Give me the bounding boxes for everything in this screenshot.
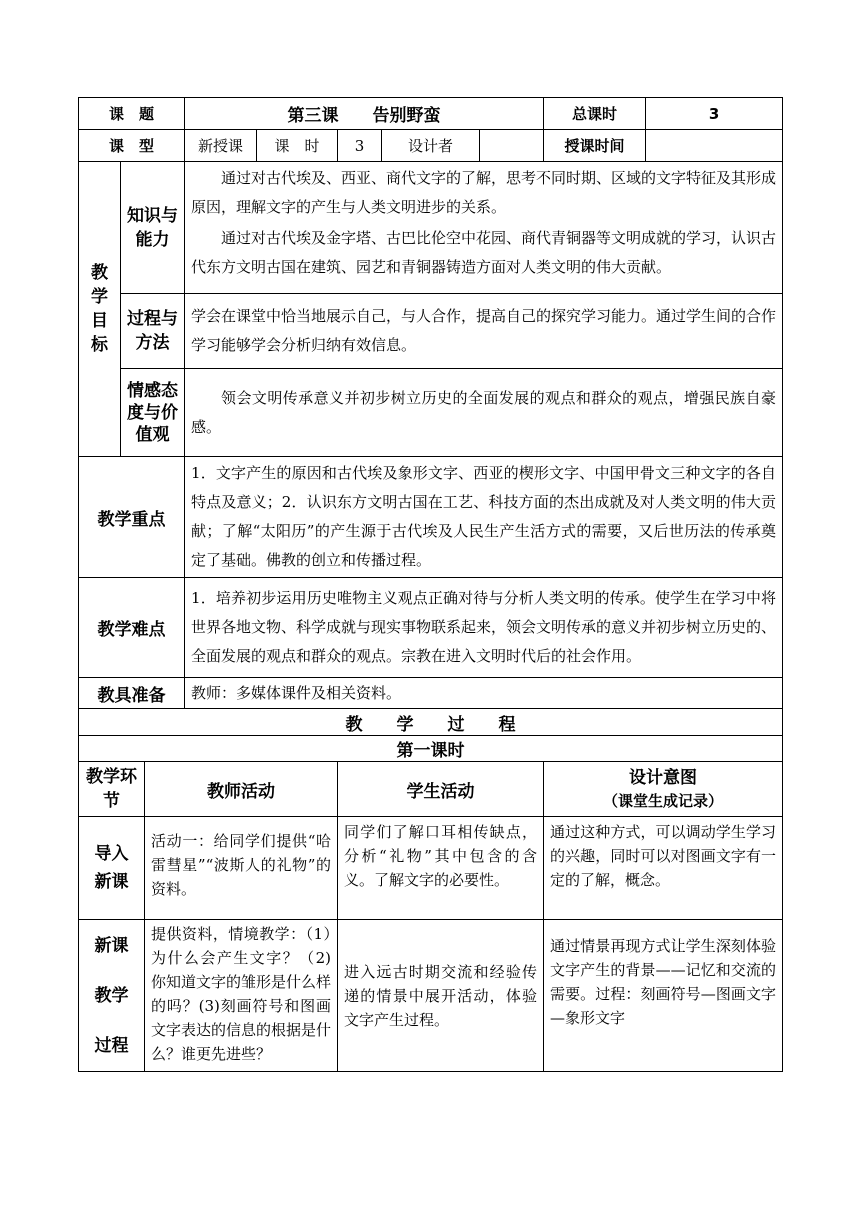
- tools-label: 教具准备: [79, 678, 185, 709]
- stage-new-lesson: 新课教学过程: [79, 920, 145, 1072]
- emotion-text: 领会文明传承意义并初步树立历史的全面发展的观点和群众的观点，增强民族自豪感。: [185, 369, 783, 457]
- table-row: [79, 920, 783, 1072]
- total-hours-value: 3: [646, 98, 783, 130]
- type-row: [79, 130, 783, 162]
- lesson-title: 第一课时: [79, 736, 783, 762]
- teacher-intro: 活动一：给同学们提供“哈雷彗星”“波斯人的礼物”的资料。: [145, 817, 338, 920]
- period-value: 3: [338, 130, 382, 162]
- time-value: [646, 130, 783, 162]
- stage-intro: 导入新课: [79, 817, 145, 920]
- topic-value: 第三课 告别野蛮: [185, 98, 544, 130]
- time-label: 授课时间: [544, 130, 646, 162]
- header-intent: 设计意图: [629, 768, 698, 788]
- knowledge-text-2: 通过对古代埃及金字塔、古巴比伦空中花园、商代青铜器等文明成就的学习，认识古代东方文明古国在建筑、园艺和青铜器铸造方面对人类文明的伟大贡献。: [191, 229, 777, 276]
- intent-new-lesson: 通过情景再现方式让学生深刻体验文字产生的背景——记忆和交流的需要。过程：刻画符号—图画文字—象形文字: [544, 920, 783, 1072]
- header-teacher: 教师活动: [145, 762, 338, 817]
- header-student: 学生活动: [338, 762, 544, 817]
- key-points-text: 1．文字产生的原因和古代埃及象形文字、西亚的楔形文字、中国甲骨文三种文字的各自特点及意义；2．认识东方文明古国在工艺、科技方面的杰出成就及对人类文明的伟大贡献；了解“太阳历”的产生源于古代埃及人民生产生活方式的需要，又后世历法的传承奠定了基础。佛教的创立和传播过程。: [185, 457, 783, 578]
- teacher-new-lesson: 提供资料，情境教学：（1）为什么会产生文字？（2)你知道文字的雏形是什么样的吗？(3)刻画符号和图画文字表达的信息的根据是什么？谁更先进些？: [145, 920, 338, 1072]
- emotion-label: 情感态度与价值观: [121, 369, 185, 457]
- knowledge-label: 知识与能力: [121, 162, 185, 294]
- designer-value: [480, 130, 544, 162]
- process-label: 过程与方法: [121, 294, 185, 369]
- objectives-label: 教学目标: [79, 162, 121, 457]
- topic-row: [79, 98, 783, 130]
- lesson-plan: [78, 97, 782, 1072]
- lesson-plan-table: [78, 97, 783, 1072]
- tools-row: [79, 678, 783, 709]
- table-row: [79, 817, 783, 920]
- intent-intro: 通过这种方式，可以调动学生学习的兴趣，同时可以对图画文字有一定的了解，概念。: [544, 817, 783, 920]
- key-points-row: [79, 457, 783, 578]
- difficulties-text: 1．培养初步运用历史唯物主义观点正确对待与分析人类文明的传承。使学生在学习中将世界各地文物、科学成就与现实事物联系起来，领会文明传承的意义并初步树立历史的、全面发展的观点和群众的观点。宗教在进入文明时代后的社会作用。: [185, 578, 783, 678]
- process-text: 学会在课堂中恰当地展示自己，与人合作，提高自己的探究学习能力。通过学生间的合作学习能够学会分析归纳有效信息。: [185, 294, 783, 369]
- student-intro: 同学们了解口耳相传缺点，分析“礼物”其中包含的含义。了解文字的必要性。: [338, 817, 544, 920]
- total-hours-label: 总课时: [544, 98, 646, 130]
- objectives-emotion-row: [79, 369, 783, 457]
- tools-text: 教师：多媒体课件及相关资料。: [185, 678, 783, 709]
- process-title-row: [79, 709, 783, 736]
- process-header-row: [79, 762, 783, 817]
- lesson-title-row: [79, 736, 783, 762]
- designer-label: 设计者: [382, 130, 480, 162]
- header-stage: 教学环节: [79, 762, 145, 817]
- objectives-knowledge-row: [79, 162, 783, 294]
- topic-label: 课 题: [79, 98, 185, 130]
- type-label: 课 型: [79, 130, 185, 162]
- type-value: 新授课: [185, 130, 257, 162]
- process-title: 教 学 过 程: [79, 709, 783, 736]
- difficulties-row: [79, 578, 783, 678]
- key-points-label: 教学重点: [79, 457, 185, 578]
- knowledge-text-1: 通过对古代埃及、西亚、商代文字的了解，思考不同时期、区域的文字特征及其形成原因，理解文字的产生与人类文明进步的关系。: [191, 169, 777, 216]
- header-intent-sub: （课堂生成记录）: [603, 792, 724, 810]
- student-new-lesson: 进入远古时期交流和经验传递的情景中展开活动，体验文字产生过程。: [338, 920, 544, 1072]
- objectives-process-row: [79, 294, 783, 369]
- difficulties-label: 教学难点: [79, 578, 185, 678]
- period-label: 课 时: [257, 130, 338, 162]
